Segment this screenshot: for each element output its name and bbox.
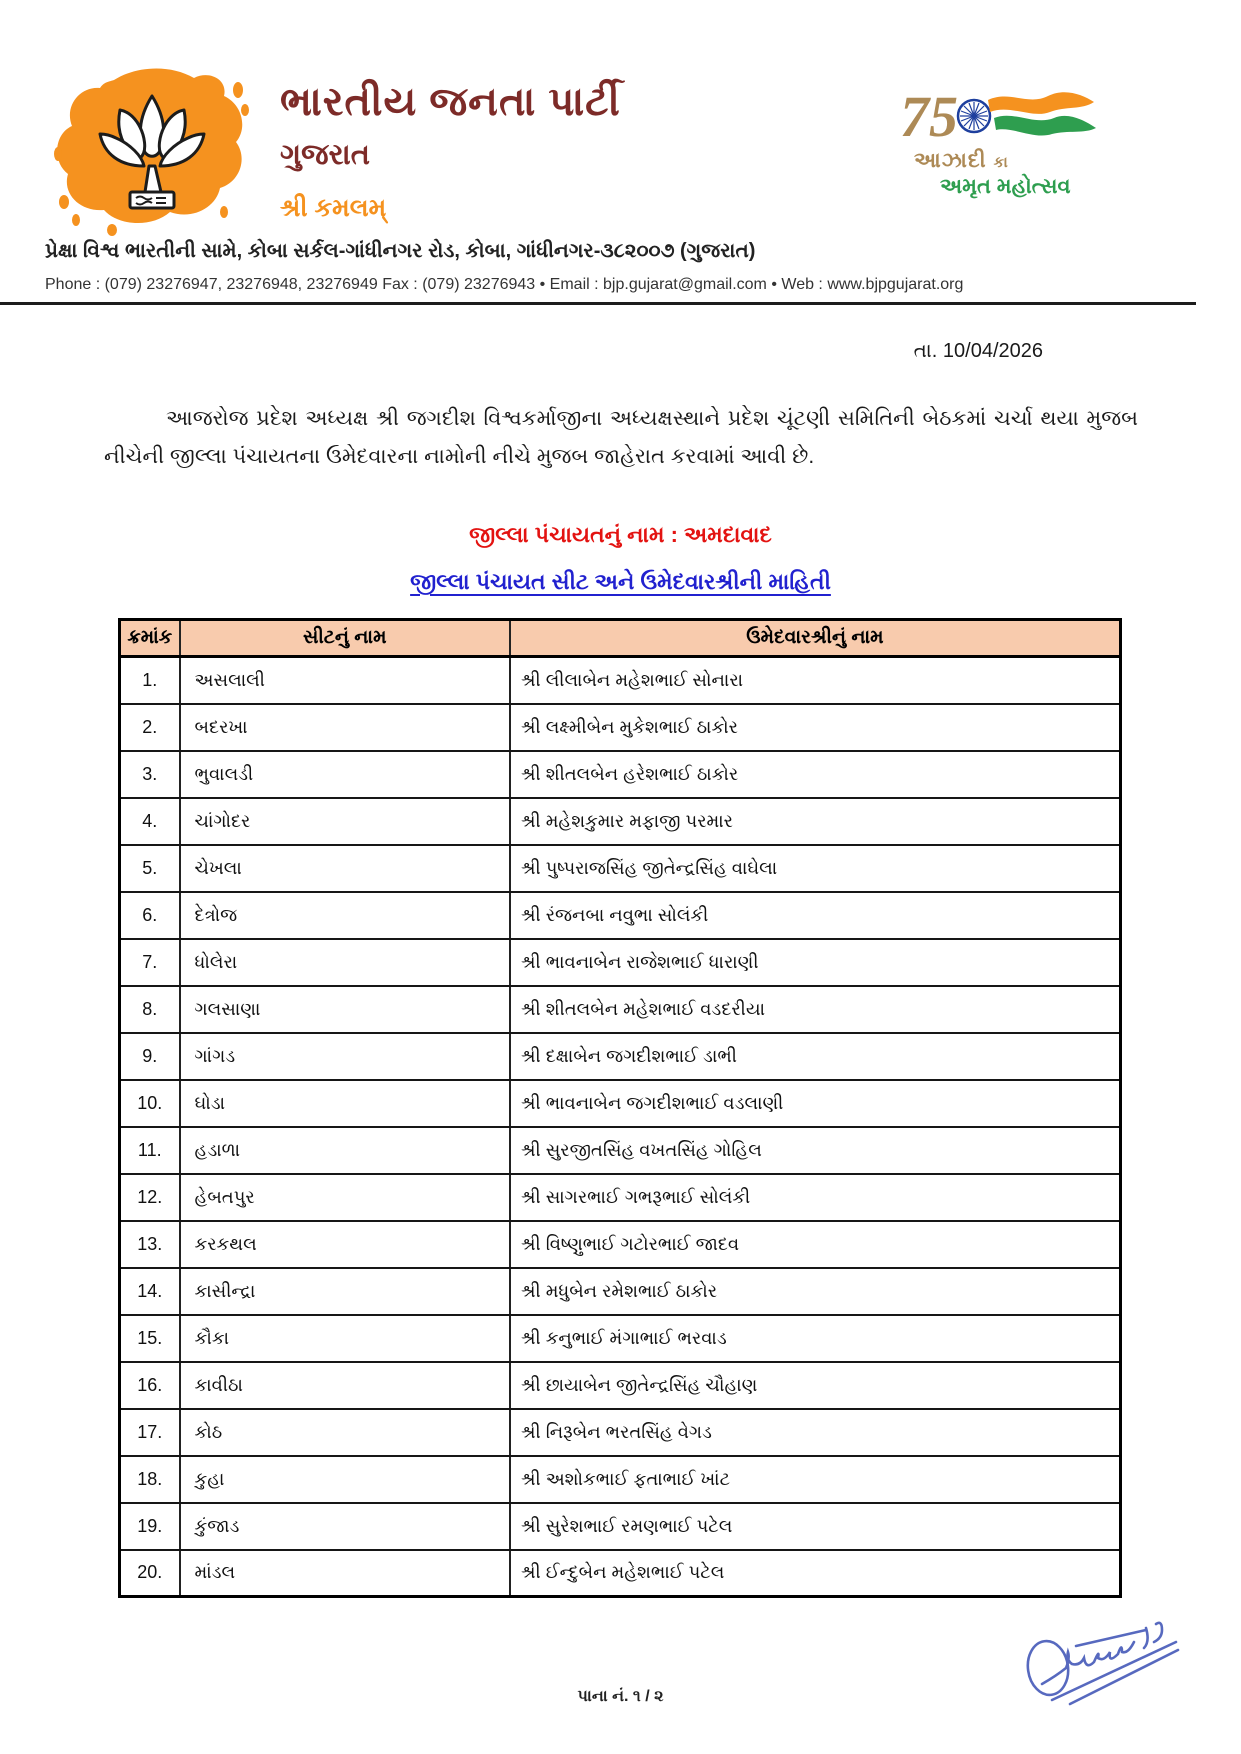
seat-name: દેત્રોજ [180, 892, 510, 939]
azadi-75-flag-icon [898, 86, 1098, 148]
candidate-table [118, 618, 1122, 1598]
candidate-name: શ્રી શીતલબેન મહેશભાઈ વડદરીયા [510, 986, 1121, 1033]
row-number: 5. [120, 845, 180, 892]
seat-name: માંડલ [180, 1550, 510, 1597]
seat-name: અસલાલી [180, 657, 510, 704]
row-number: 17. [120, 1409, 180, 1456]
candidate-name: શ્રી અશોકભાઈ ફતાભાઈ ખાંટ [510, 1456, 1121, 1503]
row-number: 14. [120, 1268, 180, 1315]
candidate-name: શ્રી લક્ષ્મીબેન મુકેશભાઈ ઠાકોર [510, 704, 1121, 751]
table-row [120, 657, 1121, 704]
candidate-name: શ્રી લીલાબેન મહેશભાઈ સોનારા [510, 657, 1121, 704]
seat-name: કોઠ [180, 1409, 510, 1456]
row-number: 19. [120, 1503, 180, 1550]
table-row [120, 751, 1121, 798]
candidate-name: શ્રી શીતલબેન હરેશભાઈ ઠાકોર [510, 751, 1121, 798]
district-heading: જીલ્લા પંચાયતનું નામ : અમદાવાદ [469, 522, 772, 547]
table-row [120, 1503, 1121, 1550]
column-header-candidate: ઉમેદવારશ્રીનું નામ [510, 620, 1121, 657]
row-number: 13. [120, 1221, 180, 1268]
candidate-name: શ્રી કનુભાઈ મંગાભાઈ ભરવાડ [510, 1315, 1121, 1362]
table-row [120, 939, 1121, 986]
seat-name: ભુવાલડી [180, 751, 510, 798]
document-date: તા. 10/04/2026 [913, 340, 1043, 362]
seat-name: ચાંગોદર [180, 798, 510, 845]
row-number: 12. [120, 1174, 180, 1221]
candidate-name: શ્રી ભાવનાબેન રાજેશભાઈ ધારાણી [510, 939, 1121, 986]
candidate-name: શ્રી રંજનબા નવુભા સોલંકી [510, 892, 1121, 939]
seat-name: ગલસાણા [180, 986, 510, 1033]
seat-name: કરકથલ [180, 1221, 510, 1268]
contact-info: Phone : (079) 23276947, 23276948, 23276949 Fax : (079) 23276943 • Email : bjp.gujarat@gmail.com • Web : www.bjpgujarat.org [45, 276, 964, 293]
seat-name: કુંજાડ [180, 1503, 510, 1550]
table-row [120, 1456, 1121, 1503]
table-row [120, 1080, 1121, 1127]
seat-name: હેબતપુર [180, 1174, 510, 1221]
table-row [120, 1127, 1121, 1174]
candidate-name: શ્રી નિરૂબેન ભરતસિંહ વેગડ [510, 1409, 1121, 1456]
row-number: 10. [120, 1080, 180, 1127]
azadi-mahotsav-emblem [898, 86, 1098, 199]
seat-name: બદરખા [180, 704, 510, 751]
seat-name: કૌકા [180, 1315, 510, 1362]
table-row [120, 1315, 1121, 1362]
row-number: 15. [120, 1315, 180, 1362]
seat-name: ગાંગડ [180, 1033, 510, 1080]
table-header-row [120, 620, 1121, 657]
seat-name: કુહા [180, 1456, 510, 1503]
seat-name: ધોલેરા [180, 939, 510, 986]
row-number: 8. [120, 986, 180, 1033]
row-number: 20. [137, 1562, 163, 1583]
row-number: 11. [120, 1127, 180, 1174]
column-header-seat: સીટનું નામ [180, 620, 510, 657]
row-number: 9. [120, 1033, 180, 1080]
table-row [120, 892, 1121, 939]
state-name: ગુજરાત [280, 139, 370, 171]
bjp-lotus-logo-icon [52, 62, 252, 240]
party-name: ભારતીય જનતા પાર્ટી [280, 80, 621, 124]
candidate-name: શ્રી દક્ષાબેન જગદીશભાઈ ડાભી [510, 1033, 1121, 1080]
table-row [120, 798, 1121, 845]
table-row [120, 1550, 1121, 1597]
table-row [120, 986, 1121, 1033]
seat-name: કાસીન્દ્રા [180, 1268, 510, 1315]
row-number: 16. [120, 1362, 180, 1409]
row-number: 18. [120, 1456, 180, 1503]
candidate-name: શ્રી ઈન્દુબેન મહેશભાઈ પટેલ [510, 1550, 1121, 1597]
candidate-name: શ્રી મધુબેન રમેશભાઈ ઠાકોર [510, 1268, 1121, 1315]
row-number: 4. [120, 798, 180, 845]
row-number: 3. [120, 751, 180, 798]
office-name: શ્રી કમલમ્ [280, 194, 387, 222]
table-row [120, 1221, 1121, 1268]
candidate-name: શ્રી સુરેશભાઈ રમણભાઈ પટેલ [510, 1503, 1121, 1550]
table-heading: જીલ્લા પંચાયત સીટ અને ઉમેદવારશ્રીની માહિતી [410, 569, 831, 594]
column-header-serial: ક્રમાંક [120, 620, 180, 657]
seat-name: હડાળા [180, 1127, 510, 1174]
header-divider [0, 302, 1196, 305]
table-row [120, 1033, 1121, 1080]
row-number: 6. [120, 892, 180, 939]
candidate-name: શ્રી પુષ્પરાજસિંહ જીતેન્દ્રસિંહ વાઘેલા [510, 845, 1121, 892]
table-row [120, 1174, 1121, 1221]
seat-name: કાવીઠા [180, 1362, 510, 1409]
seat-name: ચેખલા [180, 845, 510, 892]
svg-text:75: 75 [900, 86, 958, 148]
table-row [120, 1268, 1121, 1315]
letterhead-title-block [280, 80, 621, 223]
candidate-name: શ્રી સાગરભાઈ ગભરૂભાઈ સોલંકી [510, 1174, 1121, 1221]
office-address: પ્રેક્ષા વિશ્વ ભારતીની સામે, કોબા સર્કલ-ગાંધીનગર રોડ, કોબા, ગાંધીનગર-૩૮૨૦૦૭ (ગુજરાત) [45, 240, 756, 262]
azadi-text-line2: અમૃત મહોત્સવ [940, 175, 1071, 198]
seat-name: ઘોડા [180, 1080, 510, 1127]
row-number: 7. [120, 939, 180, 986]
candidate-name: શ્રી સુરજીતસિંહ વખતસિંહ ગોહિલ [510, 1127, 1121, 1174]
table-row [120, 1409, 1121, 1456]
table-row [120, 845, 1121, 892]
candidate-name: શ્રી છાયાબેન જીતેન્દ્રસિંહ ચૌહાણ [510, 1362, 1121, 1409]
table-row [120, 1362, 1121, 1409]
candidate-name: શ્રી ભાવનાબેન જગદીશભાઈ વડલાણી [510, 1080, 1121, 1127]
intro-paragraph: આજરોજ પ્રદેશ અધ્યક્ષ શ્રી જગદીશ વિશ્વકર્માજીના અધ્યક્ષસ્થાને પ્રદેશ ચૂંટણી સમિતિની બેઠકમાં ચર્ચા થયા મુજબ નીચેની જીલ્લા પંચાયતના ઉમેદવારના નામોની નીચે મુજબ જાહેરાત કરવામાં આવી છે. [104, 407, 1138, 468]
row-number: 2. [120, 704, 180, 751]
azadi-text-line1: આઝાદી કા [914, 149, 1009, 172]
candidate-name: શ્રી મહેશકુમાર મફાજી પરમાર [510, 798, 1121, 845]
row-number: 1. [120, 657, 180, 704]
page-number: પાના નં. ૧ / ૨ [577, 1688, 664, 1705]
candidate-name: શ્રી વિષ્ણુભાઈ ગટોરભાઈ જાદવ [510, 1221, 1121, 1268]
table-row [120, 704, 1121, 751]
candidate-table-body [120, 657, 1121, 1597]
